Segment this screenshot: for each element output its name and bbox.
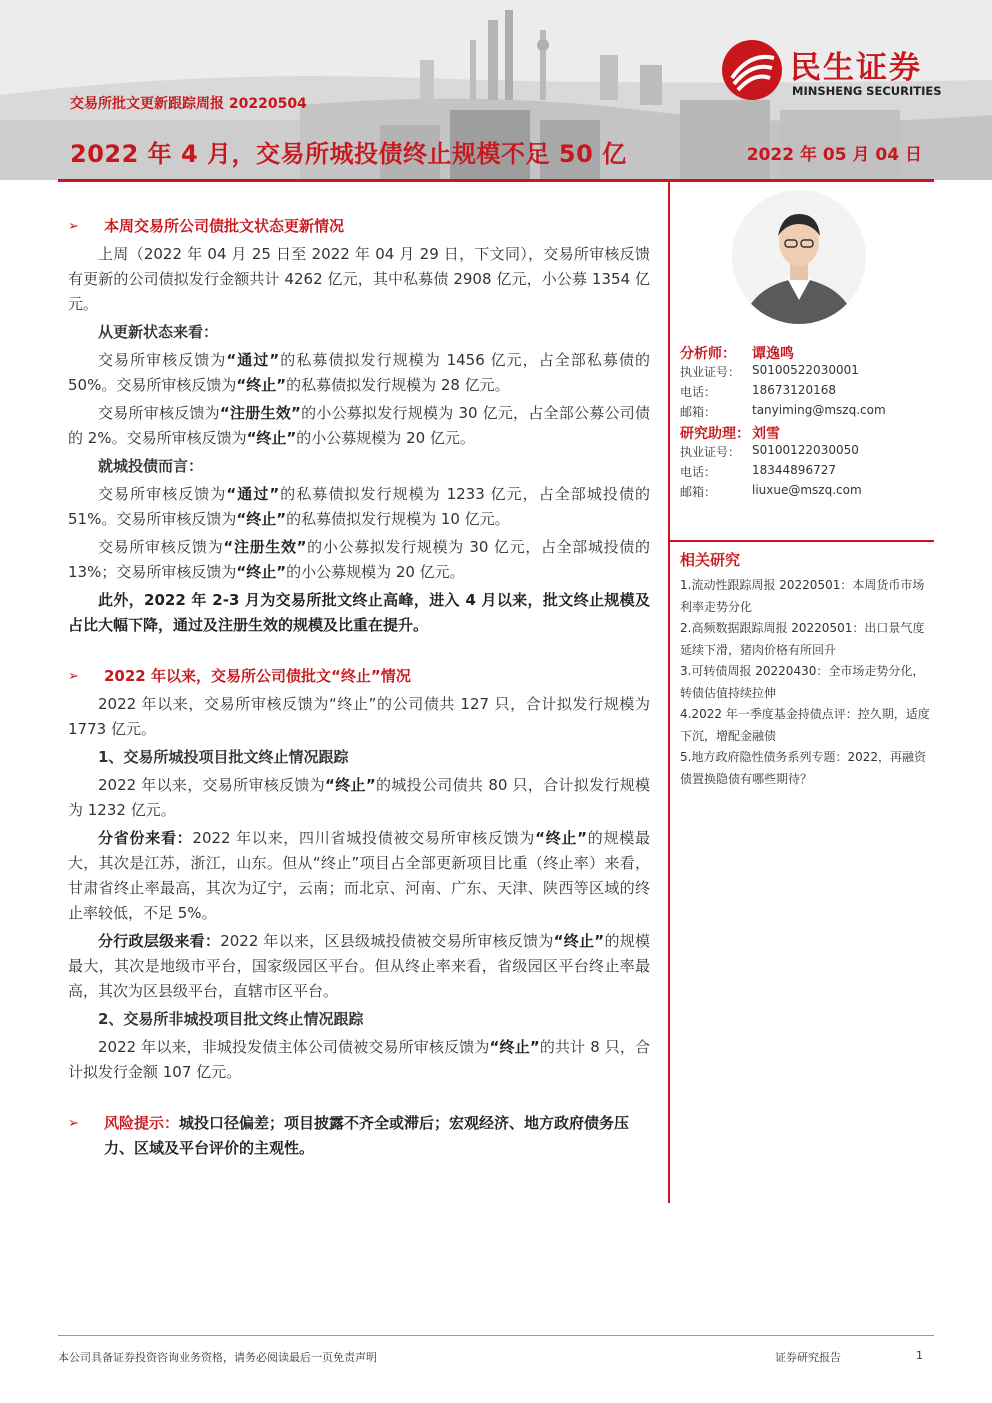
section-arrow-icon: ➢ [68, 219, 79, 234]
related-research-title: 相关研究 [680, 551, 741, 569]
analyst-portrait-icon [732, 190, 866, 324]
related-item[interactable]: 4.2022 年一季度基金持债点评：控久期，适度下沉，增配金融债 [680, 707, 930, 743]
page-title: 2022 年 4 月，交易所城投债终止规模不足 50 亿 [70, 140, 627, 168]
column-divider [668, 182, 670, 1203]
paragraph: 交易所审核反馈为“注册生效”的小公募拟发行规模为 30 亿元，占全部公募公司债的 2%。交易所审核反馈为“终止”的小公募规模为 20 亿元。 [68, 404, 650, 447]
analyst-info [680, 343, 920, 503]
analyst-2-cert: 执业证号： S0100122030050 [680, 443, 859, 459]
report-series: 交易所批文更新跟踪周报 20220504 [70, 96, 307, 112]
header-divider [58, 179, 934, 182]
main-content [68, 214, 650, 1161]
paragraph: 分行政层级来看：2022 年以来，区县级城投债被交易所审核反馈为“终止”的规模最大，其次是地级市平台，国家级园区平台。但从终止率来看，省级园区平台终止率最高，其次为区县级平台，直辖市区平台。 [68, 932, 650, 1000]
related-item[interactable]: 1.流动性跟踪周报 20220501：本周货币市场利率走势分化 [680, 578, 925, 614]
footer-doc-type: 证券研究报告 [775, 1351, 841, 1364]
section-heading: ➢ 本周交易所公司债批文状态更新情况 [68, 214, 650, 239]
related-item[interactable]: 2.高频数据跟踪周报 20220501：出口景气度延续下滑，猪肉价格有所回升 [680, 621, 925, 657]
related-item[interactable]: 5.地方政府隐性债务系列专题：2022，再融资债置换隐债有哪些期待？ [680, 750, 926, 786]
paragraph: 交易所审核反馈为“注册生效”的小公募拟发行规模为 30 亿元，占全部城投债的 13%；交易所审核反馈为“终止”的小公募规模为 20 亿元。 [68, 538, 650, 581]
paragraph: 上周（2022 年 04 月 25 日至 2022 年 04 月 29 日，下文同），交易所审核反馈有更新的公司债拟发行金额共计 4262 亿元，其中私募债 2908 亿元，小公募 1354 亿元。 [68, 245, 650, 313]
analyst-photo [732, 190, 866, 324]
analyst-1-role: 分析师： 谭逸鸣 [680, 346, 794, 362]
page-number: 1 [916, 1349, 923, 1362]
company-logo [720, 38, 970, 108]
section-arrow-icon: ➢ [68, 1116, 79, 1131]
related-research-list [680, 575, 930, 790]
paragraph: 分省份来看：2022 年以来，四川省城投债被交易所审核反馈为“终止”的规模最大，其次是江苏，浙江，山东。但从“终止”项目占全部更新项目比重（终止率）来看，甘肃省终止率最高，其次为辽宁，云南；而北京、河南、广东、天津、陕西等区域的终止率较低，不足 5%。 [68, 829, 650, 922]
section-arrow-icon: ➢ [68, 669, 79, 684]
analyst-1-phone: 电话： 18673120168 [680, 383, 836, 399]
related-item[interactable]: 3.可转债周报 20220430：全市场走势分化，转债估值持续拉伸 [680, 664, 925, 700]
related-divider [670, 540, 934, 542]
footer-disclaimer: 本公司具备证券投资咨询业务资格，请务必阅读最后一页免责声明 [58, 1351, 377, 1364]
risk-warning: ➢ 风险提示：城投口径偏差；项目披露不齐全或滞后；宏观经济、地方政府债务压力、区域及平台评价的主观性。 [68, 1111, 650, 1161]
logo-text-en: MINSHENG SECURITIES [792, 84, 942, 98]
analyst-2-phone: 电话： 18344896727 [680, 463, 836, 479]
footer-divider [58, 1335, 934, 1336]
subheading: 就城投债而言： [98, 457, 204, 475]
subheading: 2、交易所非城投项目批文终止情况跟踪 [98, 1010, 364, 1028]
subheading: 从更新状态来看： [98, 323, 219, 341]
analyst-2-email[interactable]: 邮箱： liuxue@mszq.com [680, 483, 862, 499]
paragraph: 2022 年以来，交易所审核反馈为“终止”的城投公司债共 80 只，合计拟发行规模为 1232 亿元。 [68, 776, 651, 819]
subheading: 1、交易所城投项目批文终止情况跟踪 [98, 748, 349, 766]
paragraph: 此外，2022 年 2-3 月为交易所批文终止高峰，进入 4 月以来，批文终止规模及占比大幅下降，通过及注册生效的规模及比重在提升。 [68, 591, 650, 634]
analyst-2-role: 研究助理： 刘雪 [680, 426, 780, 442]
logo-text-cn: 民生证券 [790, 50, 922, 86]
paragraph: 2022 年以来，交易所审核反馈为“终止”的公司债共 127 只，合计拟发行规模为 1773 亿元。 [68, 695, 650, 738]
paragraph: 交易所审核反馈为“通过”的私募债拟发行规模为 1233 亿元，占全部城投债的 51%。交易所审核反馈为“终止”的私募债拟发行规模为 10 亿元。 [68, 485, 650, 528]
analyst-1-email[interactable]: 邮箱： tanyiming@mszq.com [680, 403, 886, 419]
report-date: 2022 年 05 月 04 日 [746, 145, 922, 165]
paragraph: 交易所审核反馈为“通过”的私募债拟发行规模为 1456 亿元，占全部私募债的 50%。交易所审核反馈为“终止”的私募债拟发行规模为 28 亿元。 [68, 351, 650, 394]
minsheng-logo-icon [720, 38, 784, 102]
paragraph: 2022 年以来，非城投发债主体公司债被交易所审核反馈为“终止”的共计 8 只，合计拟发行金额 107 亿元。 [68, 1038, 650, 1081]
analyst-1-cert: 执业证号： S0100522030001 [680, 363, 859, 379]
section-heading: ➢ 2022 年以来，交易所公司债批文“终止”情况 [68, 664, 650, 689]
